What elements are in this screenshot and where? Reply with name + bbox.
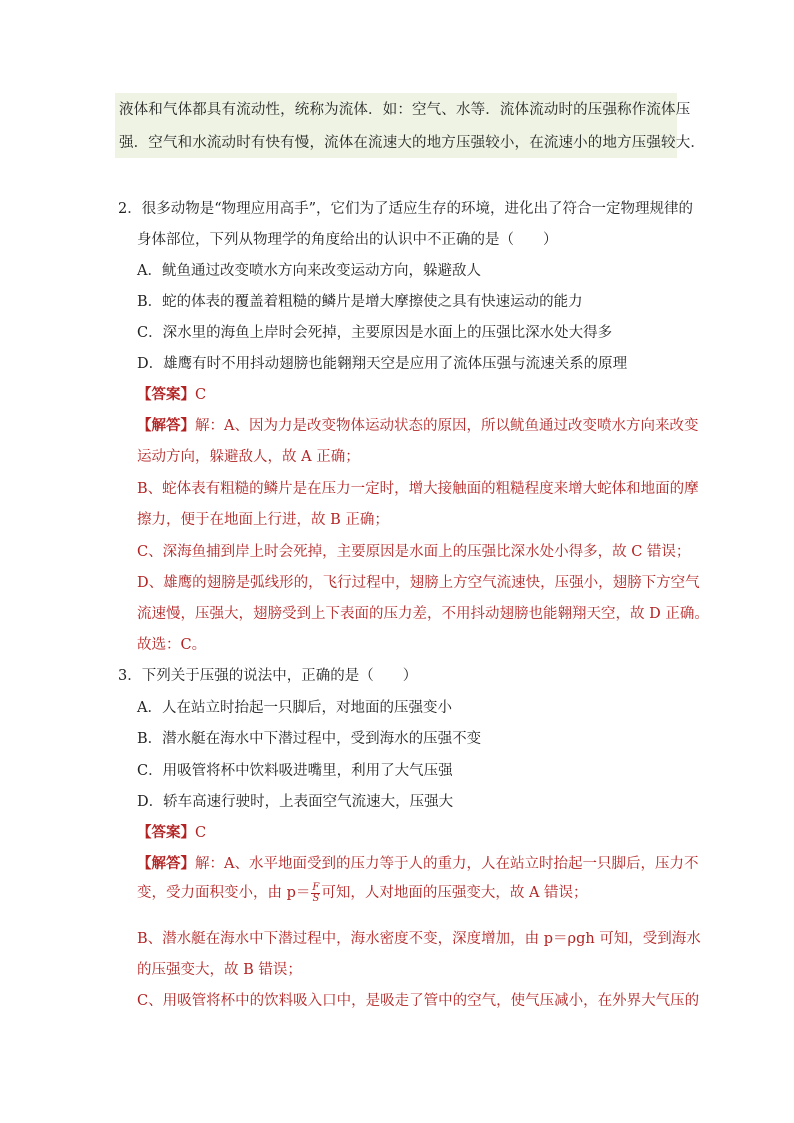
question-2-analysis-line-2: 运动方向，躲避敌人，故 A 正确；	[137, 449, 360, 465]
question-3-analysis-line-4: 的压强变大，故 B 错误；	[137, 962, 302, 978]
answer-tag: 【答案】	[137, 824, 195, 841]
question-2-analysis-line-5: C、深海鱼捕到岸上时会死掉，主要原因是水面上的压强比深水处小得多，故 C 错误；	[137, 544, 691, 560]
note-line-2: 强．空气和水流动时有快有慢，流体在流速大的地方压强较小，在流速小的地方压强较大．	[119, 135, 705, 151]
analysis-tag: 【解答】	[137, 855, 195, 872]
answer-value: C	[195, 825, 207, 841]
question-2-option-a: A．鱿鱼通过改变喷水方向来改变运动方向，躲避敌人	[137, 263, 481, 279]
knowledge-note-box	[115, 93, 705, 158]
question-2-stem-line-1: 2．很多动物是“物理应用高手”，它们为了适应生存的环境，进化出了符合一定物理规律的	[118, 201, 694, 217]
question-3-option-d: D．轿车高速行驶时，上表面空气流速大，压强大	[137, 794, 454, 810]
analysis-text: 解：A、水平地面受到的压力等于人的重力，人在站立时抬起一只脚后，压力不	[195, 856, 699, 872]
pressure-formula-fraction	[311, 883, 320, 904]
question-3-analysis-line-1	[137, 852, 698, 873]
answer-value: C	[195, 387, 207, 403]
question-2-analysis-line-1	[137, 414, 698, 435]
formula-prefix: 变，受力面积变小，由 p＝	[137, 885, 311, 901]
question-2-option-c: C．深水里的海鱼上岸时会死掉，主要原因是水面上的压强比深水处大得多	[137, 325, 613, 341]
question-3-analysis-line-5: C、用吸管将杯中的饮料吸入口中，是吸走了管中的空气，使气压减小，在外界大气压的	[137, 993, 700, 1009]
question-3-option-c: C．用吸管将杯中饮料吸进嘴里，利用了大气压强	[137, 763, 453, 779]
question-3-analysis-line-2	[137, 881, 588, 904]
analysis-text: 解：A、因为力是改变物体运动状态的原因，所以鱿鱼通过改变喷水方向来改变	[195, 418, 699, 434]
question-2-analysis-line-8: 故选：C。	[137, 637, 207, 653]
question-3-analysis-line-3: B、潜水艇在海水中下潜过程中，海水密度不变，深度增加，由 p＝ρgh 可知，受到海水	[137, 931, 701, 947]
question-2-analysis-line-3: B、蛇体表有粗糙的鳞片是在压力一定时，增大接触面的粗糙程度来增大蛇体和地面的摩	[137, 481, 699, 497]
question-2-answer	[137, 383, 206, 404]
question-3-stem: 3．下列关于压强的说法中，正确的是（ ）	[118, 668, 418, 684]
formula-numerator: F	[312, 881, 320, 893]
question-3-option-a: A．人在站立时抬起一只脚后，对地面的压强变小	[137, 700, 452, 716]
formula-suffix: 可知，人对地面的压强变大，故 A 错误；	[321, 885, 588, 901]
question-2-analysis-line-7: 流速慢，压强大，翅膀受到上下表面的压力差，不用抖动翅膀也能翱翔天空，故 D 正确。	[137, 606, 709, 622]
question-2-stem-line-2: 身体部位，下列从物理学的角度给出的认识中不正确的是（ ）	[137, 232, 558, 248]
question-3-option-b: B．潜水艇在海水中下潜过程中，受到海水的压强不变	[137, 731, 482, 747]
question-2-option-b: B．蛇的体表的覆盖着粗糙的鳞片是增大摩擦使之具有快速运动的能力	[137, 294, 583, 310]
question-2-analysis-line-6: D、雄鹰的翅膀是弧线形的，飞行过程中，翅膀上方空气流速快，压强小，翅膀下方空气	[137, 575, 700, 591]
answer-tag: 【答案】	[137, 386, 195, 403]
note-line-1: 液体和气体都具有流动性，统称为流体．如：空气、水等．流体流动时的压强称作流体压	[119, 102, 691, 118]
analysis-tag: 【解答】	[137, 417, 195, 434]
formula-denominator: S	[312, 892, 320, 904]
question-2-analysis-line-4: 擦力，便于在地面上行进，故 B 正确；	[137, 512, 389, 528]
question-2-option-d: D．雄鹰有时不用抖动翅膀也能翱翔天空是应用了流体压强与流速关系的原理	[137, 356, 628, 372]
question-3-answer	[137, 821, 206, 842]
